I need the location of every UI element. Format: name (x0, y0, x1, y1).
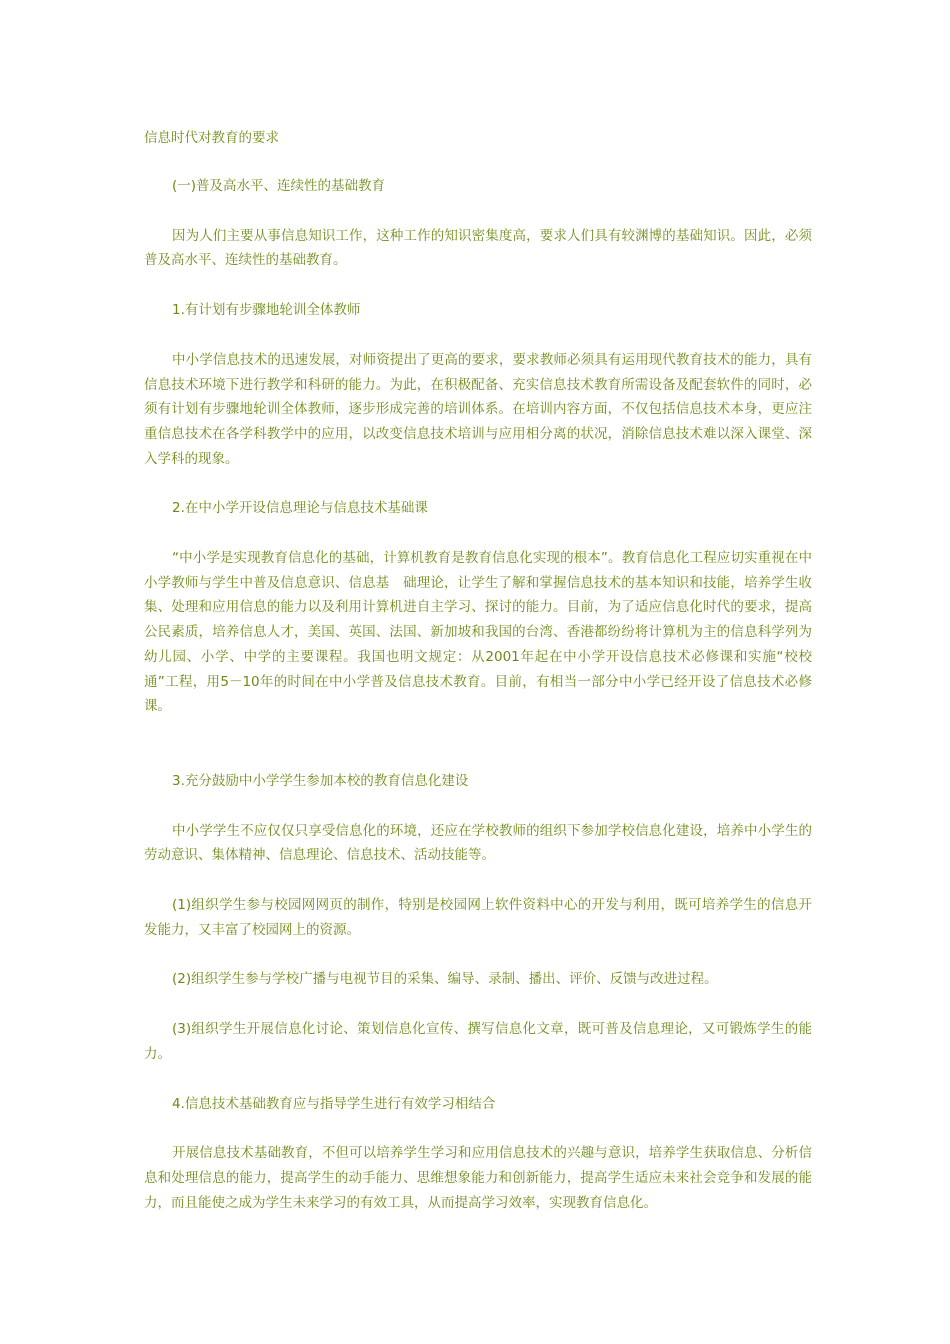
paragraph-it-courses: “中小学是实现教育信息化的基础，计算机教育是教育信息化实现的根本”。教育信息化工程应切实重视在中小学教师与学生中普及信息意识、信息基 础理论，让学生了解和掌握信息技术的基本知识和技能，培养学生收集、处理和应用信息的能力以及利用计算机进自主学习、探讨的能力。目前，为了适应信息化时代的要求，提高公民素质，培养信息人才，美国、英国、法国、新加坡和我国的台湾、香港都纷纷将计算机为主的信息科学列为幼儿园、小学、中学的主要课程。我国也明文规定：从2001年起在中小学开设信息技术必修课和实施“校校通”工程，用5－10年的时间在中小学普及信息技术教育。目前，有相当一部分中小学已经开设了信息技术必修课。 (144, 550, 812, 715)
paragraph-item-1: (1)组织学生参与校园网网页的制作，特别是校园网上软件资料中心的开发与利用，既可培养学生的信息开发能力，又丰富了校园网上的资源。 (144, 897, 812, 938)
section-heading-teacher-training: 1.有计划有步骤地轮训全体教师 (172, 302, 361, 319)
document-page (144, 127, 812, 1240)
paragraph-effective-learning: 开展信息技术基础教育，不但可以培养学生学习和应用信息技术的兴趣与意识，培养学生获取信息、分析信息和处理信息的能力，提高学生的动手能力、思维想象能力和创新能力，提高学生适应未来社会竞争和发展的能力，而且能使之成为学生未来学习的有效工具，从而提高学习效率，实现教育信息化。 (144, 1145, 812, 1211)
paragraph-item-3: (3)组织学生开展信息化讨论、策划信息化宣传、撰写信息化文章，既可普及信息理论，又可锻炼学生的能力。 (144, 1021, 812, 1062)
document-title: 信息时代对教育的要求 (144, 130, 279, 146)
paragraph-basic-education: 因为人们主要从事信息知识工作，这种工作的知识密集度高，要求人们具有较渊博的基础知识。因此，必须普及高水平、连续性的基础教育。 (144, 227, 812, 269)
section-heading-effective-learning: 4.信息技术基础教育应与指导学生进行有效学习相结合 (172, 1095, 496, 1112)
section-heading-it-courses: 2.在中小学开设信息理论与信息技术基础课 (172, 500, 428, 517)
paragraph-teacher-training: 中小学信息技术的迅速发展，对师资提出了更高的要求，要求教师必须具有运用现代教育技术的能力，具有信息技术环境下进行教学和科研的能力。为此，在积极配备、充实信息技术教育所需设备及配套软件的同时，必须有计划有步骤地轮训全体教师，逐步形成完善的培训体系。在培训内容方面，不仅包括信息技术本身，更应注重信息技术在各学科教学中的应用，以改变信息技术培训与应用相分离的状况，消除信息技术难以深入课堂、深入学科的现象。 (144, 351, 812, 467)
paragraph-item-2: (2)组织学生参与学校广播与电视节目的采集、编导、录制、播出、评价、反馈与改进过程。 (172, 971, 718, 988)
section-heading-student-participation: 3.充分鼓励中小学学生参加本校的教育信息化建设 (172, 772, 469, 789)
section-heading-basic-education: (一)普及高水平、连续性的基础教育 (172, 178, 386, 194)
paragraph-student-participation: 中小学学生不应仅仅只享受信息化的环境，还应在学校教师的组织下参加学校信息化建设，培养中小学生的劳动意识、集体精神、信息理论、信息技术、活动技能等。 (144, 822, 812, 864)
